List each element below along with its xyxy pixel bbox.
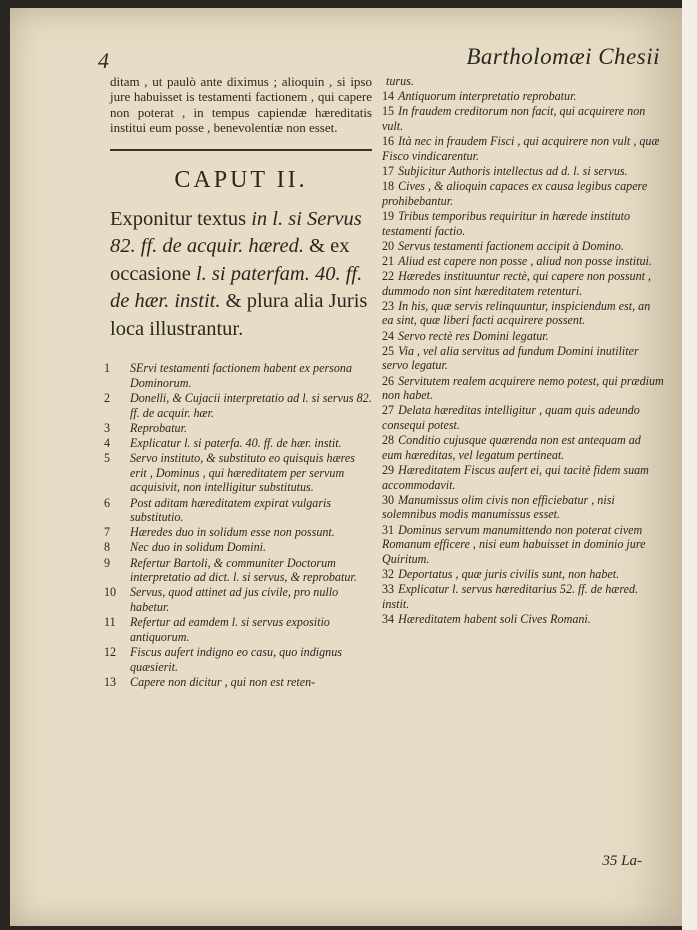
- item-text: Tribus temporibus requiritur in hærede instituto testamenti factio.: [382, 208, 631, 238]
- summary-item: [382, 612, 664, 627]
- summary-item: [382, 523, 664, 567]
- summary-item: [382, 433, 664, 462]
- right-column: [382, 74, 664, 627]
- item-number: 7: [104, 525, 111, 540]
- item-number: 18: [382, 179, 395, 194]
- item-number: 34: [382, 611, 395, 626]
- item-text: Servo rectè res Domini legatur.: [398, 328, 549, 343]
- summary-item: [382, 269, 664, 298]
- item-number: 21: [382, 253, 395, 268]
- item-number: 16: [382, 134, 395, 149]
- item-text: Conditio cujusque quærenda non est antequam ad eum hæreditas, vel legatum pertineat.: [382, 433, 641, 462]
- item-text: Hæreditatem habent soli Cives Romani.: [398, 611, 591, 626]
- item-number: 14: [382, 89, 395, 104]
- item-text: Ità nec in fraudem Fisci , qui acquirere non vult , quæ Fisco vindicarentur.: [382, 134, 660, 163]
- item-text: SErvi testamenti factionem habent ex persona Dominorum.: [130, 361, 353, 390]
- item-text: Subjicitur Authoris intellectus ad d. l. si servus.: [398, 163, 628, 178]
- summary-item: [382, 134, 664, 163]
- item-number: 31: [382, 522, 395, 537]
- summary-item: [382, 493, 664, 522]
- summary-item: [382, 403, 664, 432]
- item-text: Antiquorum interpretatio reprobatur.: [398, 89, 577, 104]
- item-text: Dominus servum manumittendo non poterat civem Romanum efficere , nisi eum habuisset in dominio jure Quiritum.: [382, 522, 646, 566]
- summary-item: [104, 585, 372, 615]
- summary-item: [104, 555, 372, 585]
- item-text: Refertur ad eamdem l. si servus expositio antiquorum.: [130, 615, 330, 644]
- item-text: Servus, quod attinet ad jus civile, pro nullo habetur.: [130, 585, 339, 615]
- summary-item: [382, 299, 664, 328]
- continuation-paragraph: ditam , ut paulò ante diximus ; alioquin , si ipso jure habuisset is testamenti factionem , qui capere non poterat , in tempus capiendæ hæreditatis institui eum posse , benevolentiæ non esset.: [110, 74, 372, 135]
- summary-item: [382, 567, 664, 582]
- item-text: Explicatur l. servus hæreditarius 52. ff. de hæred. instit.: [382, 582, 639, 611]
- item-text: Cives , & alioquin capaces ex causa legibus capere prohibebantur.: [382, 179, 648, 208]
- page-number: 4: [98, 48, 109, 73]
- item-number: 5: [104, 451, 111, 466]
- book-page: [10, 8, 682, 926]
- item-text: Capere non dicitur , qui non est reten-: [130, 674, 316, 689]
- item-number: 33: [382, 582, 395, 597]
- item-text: Explicatur l. si paterfa. 40. ff. de hær. instit.: [130, 435, 342, 450]
- item-text: Servitutem realem acquirere nemo potest, qui prædium non habet.: [382, 373, 664, 403]
- summary-item: [382, 463, 664, 492]
- catchword: 35 La-: [602, 853, 642, 869]
- item-number: 8: [104, 540, 111, 555]
- summary-item: [382, 179, 664, 208]
- summary-item: [382, 344, 664, 373]
- item-number: 4: [104, 435, 111, 450]
- item-number: 19: [382, 208, 395, 223]
- item-text: Post aditam hæreditatem expirat vulgaris substitutio.: [130, 495, 332, 525]
- item-text: Hæredes instituuntur rectè, qui capere non possunt , dummodo non sint hæreditatem retenturi.: [382, 269, 652, 298]
- item-number: 1: [104, 361, 111, 376]
- summary-item: [382, 74, 664, 89]
- item-number: 32: [382, 566, 395, 581]
- summary-item: [382, 374, 664, 403]
- summary-item: [382, 209, 664, 238]
- item-number: 26: [382, 373, 395, 388]
- item-number: 28: [382, 433, 395, 448]
- item-number: 2: [104, 390, 111, 405]
- summary-item: [382, 254, 664, 269]
- item-text: Reprobatur.: [130, 420, 187, 435]
- item-text: Delata hæreditas intelligitur , quam quis adeundo consequi potest.: [382, 403, 640, 432]
- item-number: 24: [382, 328, 395, 343]
- item-number: 15: [382, 104, 395, 119]
- summary-item: [382, 239, 664, 254]
- item-number: 25: [382, 343, 395, 358]
- item-number: 22: [382, 269, 395, 284]
- summary-item: [382, 329, 664, 344]
- summary-item: [104, 674, 372, 690]
- summary-item: [104, 435, 372, 451]
- item-text: Manumissus olim civis non efficiebatur , nisi solemnibus modis manumissus esset.: [382, 492, 615, 522]
- item-number: 29: [382, 462, 395, 477]
- item-text: Fiscus aufert indigno eo casu, quo indignus quæsierit.: [130, 645, 342, 674]
- item-number: 12: [104, 645, 117, 659]
- item-text: Aliud est capere non posse , aliud non posse institui.: [398, 253, 652, 268]
- item-number: 13: [104, 674, 117, 689]
- item-number: 6: [104, 495, 111, 510]
- chapter-title: CAPUT II.: [174, 166, 308, 193]
- item-text: In fraudem creditorum non facit, qui acquirere non vult.: [382, 104, 646, 133]
- summary-item: [104, 451, 372, 495]
- item-text: Servo instituto, & substituto eo quisquis hæres erit , Dominus , qui hæreditatem per servum acquisivit, non intelligitur substitutus.: [130, 451, 355, 495]
- adjacent-page-edge: [682, 0, 697, 930]
- item-text: In his, quæ servis relinquuntur, inspiciendum est, an ea sint, quæ liberi facti acquirere possent.: [382, 298, 651, 328]
- summary-item: [104, 361, 372, 390]
- left-column: [104, 74, 372, 690]
- summary-list-left: [104, 361, 372, 689]
- heading-part-1: Exponitur textus: [110, 207, 252, 230]
- summary-item: [104, 615, 372, 644]
- summary-list-right: [382, 74, 664, 626]
- summary-item: [382, 582, 664, 611]
- item-number: 11: [104, 615, 116, 630]
- item-text: turus.: [386, 74, 414, 88]
- chapter-heading: [110, 206, 372, 344]
- summary-item: [104, 495, 372, 525]
- summary-item: [382, 164, 664, 179]
- item-text: Hæreditatem Fiscus aufert ei, qui tacitè fidem suam accommodavit.: [382, 462, 649, 492]
- summary-item: [104, 420, 372, 436]
- item-text: Deportatus , quæ juris civilis sunt, non habet.: [398, 566, 620, 581]
- summary-item: [104, 645, 372, 674]
- summary-item: [104, 390, 372, 420]
- summary-item: [104, 540, 372, 555]
- section-divider: [110, 149, 372, 151]
- summary-item: [104, 525, 372, 540]
- item-text: Refertur Bartoli, & communiter Doctorum interpretatio ad dict. l. si servus, & reprobatur.: [130, 555, 357, 585]
- heading-citation-1: in l. si Servus 82. ff. de acquir. hæred.: [110, 207, 362, 258]
- item-number: 10: [104, 585, 117, 600]
- item-text: Nec duo in solidum Domini.: [130, 540, 267, 555]
- summary-item: [382, 104, 664, 133]
- heading-part-2: & ex occasione: [110, 235, 350, 285]
- item-number: 17: [382, 163, 395, 178]
- item-number: 3: [104, 420, 111, 435]
- item-number: 30: [382, 492, 395, 507]
- item-text: Donelli, & Cujacii interpretatio ad l. si servus 82. ff. de acquir. hær.: [130, 390, 372, 420]
- item-text: Hæredes duo in solidum esse non possunt.: [130, 525, 335, 540]
- item-number: 20: [382, 238, 395, 253]
- heading-citation-2: l. si paterfam. 40. ff. de hær. instit.: [110, 262, 363, 313]
- heading-part-3: & plura alia Juris loca illustrantur.: [110, 290, 368, 340]
- summary-item: [382, 89, 664, 104]
- item-number: 27: [382, 403, 395, 418]
- item-text: Servus testamenti factionem accipit à Domino.: [398, 238, 624, 253]
- item-number: 9: [104, 555, 111, 570]
- item-text: Via , vel alia servitus ad fundum Domini inutiliter servo legatur.: [382, 343, 639, 373]
- item-number: 23: [382, 298, 395, 313]
- running-head: Bartholomæi Chesii: [466, 44, 660, 69]
